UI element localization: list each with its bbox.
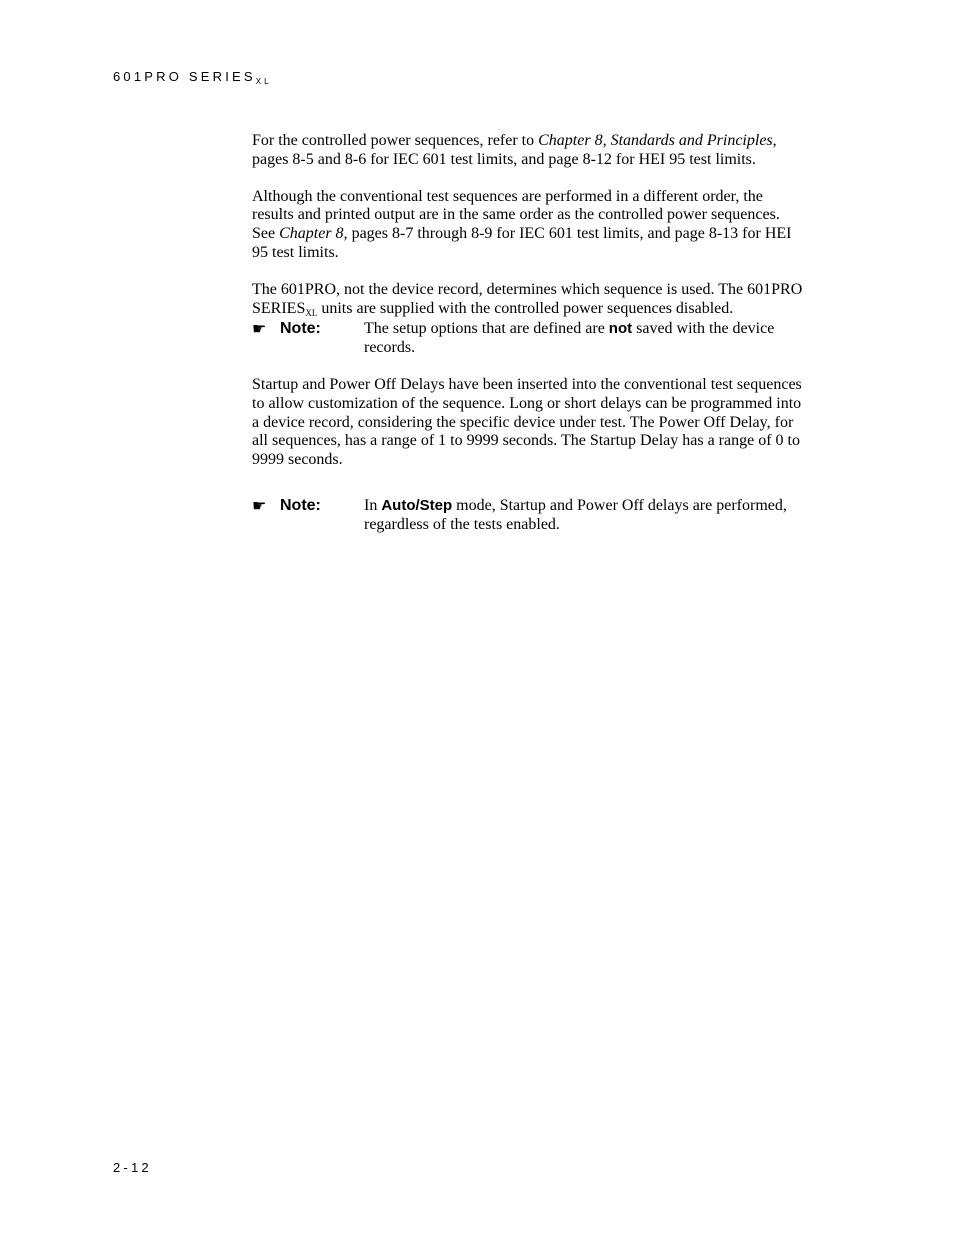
paragraph-text: The 601PRO, not the device record, determines which sequence is used. The 601PRO SERIES [252,280,803,317]
paragraph-text: units are supplied with the controlled power sequences disabled. [317,299,734,317]
note-auto-step-mode [252,497,804,535]
note-emphasis: not [608,320,633,338]
header-title-subscript: XL [255,77,272,86]
pointing-hand-icon: ☛ [252,319,267,339]
mode-name: Auto/Step [381,496,453,514]
series-subscript: XL [305,307,318,318]
note-text [364,497,804,535]
paragraph-text: For the controlled power sequences, refer to [252,132,539,149]
body-column [252,132,804,535]
paragraph-text: pages 8-7 through 8-9 for IEC 601 test limits, and page 8-13 for HEI 95 test limits. [252,225,792,261]
chapter-reference: Chapter 8, [279,225,348,243]
paragraph-sequence-selection [252,281,804,320]
running-header [113,69,272,84]
header-title: 601PRO SERIES [113,69,256,84]
note-label: Note: [280,496,321,514]
paragraph-startup-power-off-delays: Startup and Power Off Delays have been inserted into the conventional test sequences to allow customization of the sequence. Long or short delays can be programmed into a device record, considering the specific device under test. The Power Off Delay, for all sequences, has a range of 1 to 9999 seconds. The Startup Delay has a range of 0 to 9999 seconds. [252,375,802,469]
paragraph-text: Although the conventional test sequences are performed in a different order, the results and printed output are in the same order as the controlled power sequences. See [252,187,780,243]
note-text-part: mode, Startup and Power Off delays are performed, regardless of the tests enabled. [364,496,787,533]
chapter-reference: Chapter 8, Standards and Principles [538,132,773,149]
pointing-hand-icon: ☛ [252,495,267,515]
note-text-part: The setup options that are defined are [364,320,609,338]
page-number: 2-12 [113,1160,152,1175]
note-text-part: saved with the device records. [364,320,775,357]
note-text [364,320,804,358]
note-label: Note: [280,320,321,338]
paragraph-conventional-sequences [252,188,804,263]
note-setup-options [252,320,804,358]
paragraph-text: , pages 8-5 and 8-6 for IEC 601 test limits, and page 8-12 for HEI 95 test limits. [252,132,777,168]
note-text-part: In [364,496,382,514]
paragraph-controlled-power-sequences [252,132,804,170]
